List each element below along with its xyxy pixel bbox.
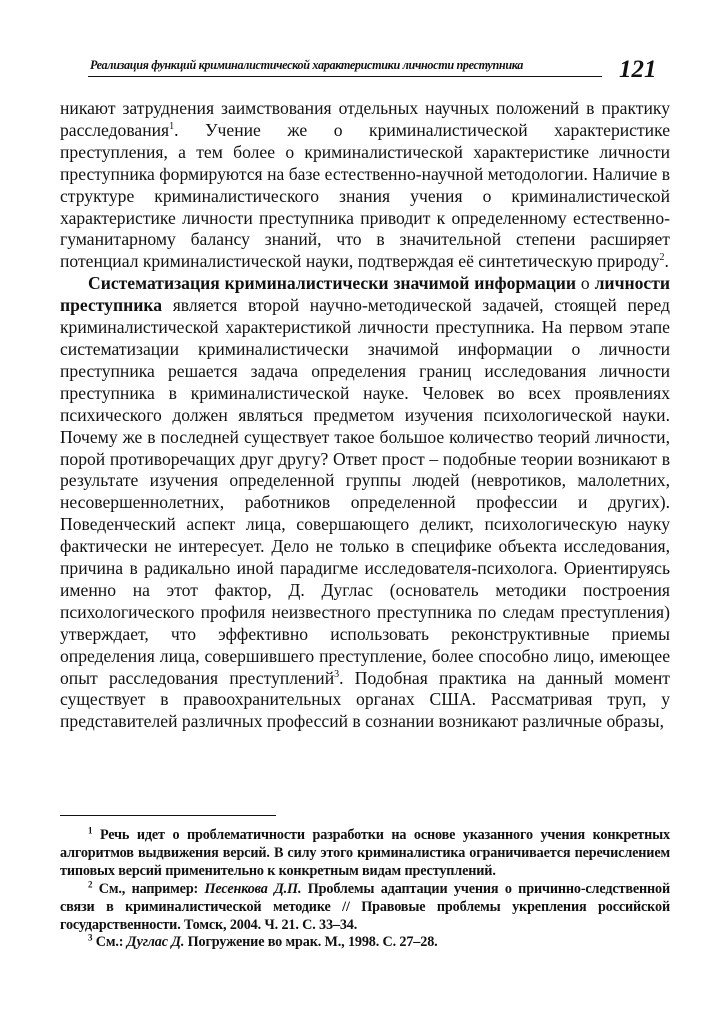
footnote-2 bbox=[60, 878, 670, 935]
running-title: Реализация функций криминалистической характеристики личности преступника bbox=[90, 58, 524, 72]
footnote-1-text: Речь идет о проблематичности разработки на основе указанного учения конкретных алгоритмов выдвижения версий. В силу этого криминалистика ограничивается перечислением типовых версий применительно к конкретным видам преступлений. bbox=[60, 827, 670, 879]
footnote-2-prefix: См., например: bbox=[92, 880, 205, 897]
footnotes bbox=[60, 827, 670, 952]
footnote-ref-2: 2 bbox=[659, 252, 665, 264]
footnote-3-author: Дуглас Д. bbox=[126, 934, 185, 951]
paragraph-2-text-a: о bbox=[576, 273, 595, 294]
paragraph-2-text-c: . Подобная практика на данный момент существует в правоохранительных органах США. Рассматривая труп, у представителей различных профессий в сознании возникают различные образы, bbox=[60, 667, 670, 732]
footnote-ref-3: 3 bbox=[334, 668, 340, 680]
footnote-3 bbox=[60, 934, 670, 952]
paragraph-2-emphasis-a: Систематизация криминалистически значимой информации bbox=[88, 273, 577, 294]
paragraph-1-text-c: . bbox=[664, 251, 669, 272]
footnote-3-prefix: См.: bbox=[92, 934, 127, 951]
footnote-2-text: Проблемы адаптации учения о причинно-следственной связи в криминалистической методике // Правовые проблемы укрепления российской государственности. Томск, 2004. Ч. 21. С. 33–34. bbox=[60, 880, 670, 933]
footnote-1 bbox=[60, 827, 670, 881]
paragraph-1-text-a: никают затруднения заимствования отдельных научных положений в практику расследования bbox=[60, 98, 670, 140]
footnote-rule bbox=[60, 815, 276, 816]
footnote-2-author: Песенкова Д.П. bbox=[204, 880, 302, 897]
footnote-3-text: Погружение во мрак. М., 1998. С. 27–28. bbox=[184, 934, 438, 951]
paragraph-1-text-b: . Учение же о криминалистической характеристике преступления, а тем более о криминалистической характеристике личности преступника формируются на базе естественно-научной методологии. Наличие в структуре криминалистического знания учения о криминалистической характеристике личности преступника приводит к определенному естественно-гуманитарному балансу знаний, что в значительной степени расширяет потенциал криминалистической науки, подтверждая её синтетическую природу bbox=[60, 119, 670, 272]
footnote-1-mark: 1 bbox=[88, 825, 93, 836]
page-number: 121 bbox=[619, 56, 657, 83]
footnote-3-mark: 3 bbox=[88, 932, 93, 943]
running-header bbox=[88, 44, 658, 84]
header-rule bbox=[88, 76, 602, 77]
footnote-2-mark: 2 bbox=[88, 878, 93, 889]
paragraph-2-text-b: является второй научно-методической задачей, стоящей перед криминалистической характеристикой личности преступника. На первом этапе систематизации криминалистически значимой информации о личности преступника решается задача определения границ исследования личности преступника в криминалистической науке. Человек во всех проявлениях психического должен являться предметом изучения психологической науки. Почему же в последней существует такое большое количество теорий личности, порой противоречащих друг другу? Ответ прост – подобные теории возникают в результате изучения определенной группы людей (невротиков, малолетних, несовершеннолетних, работников определенной профессии и других). Поведенческий аспект лица, совершающего деликт, психологическую науку фактически не интересует. Дело не только в специфике объекта исследования, причина в радикально иной парадигме исследователя-психолога. Ориентируясь именно на этот фактор, Д. Дуглас (основатель методики построения психологического профиля неизвестного преступника по следам преступления) утверждает, что эффективно использовать реконструктивные приемы определения лица, совершившего преступление, более способно лицо, имеющее опыт расследования преступлений bbox=[60, 295, 670, 688]
paragraph-1 bbox=[60, 98, 670, 273]
paragraph-2 bbox=[60, 273, 670, 733]
paragraph-2-emphasis-b: личности преступника bbox=[60, 273, 671, 316]
footnote-ref-1: 1 bbox=[169, 121, 175, 133]
main-text bbox=[60, 98, 670, 733]
